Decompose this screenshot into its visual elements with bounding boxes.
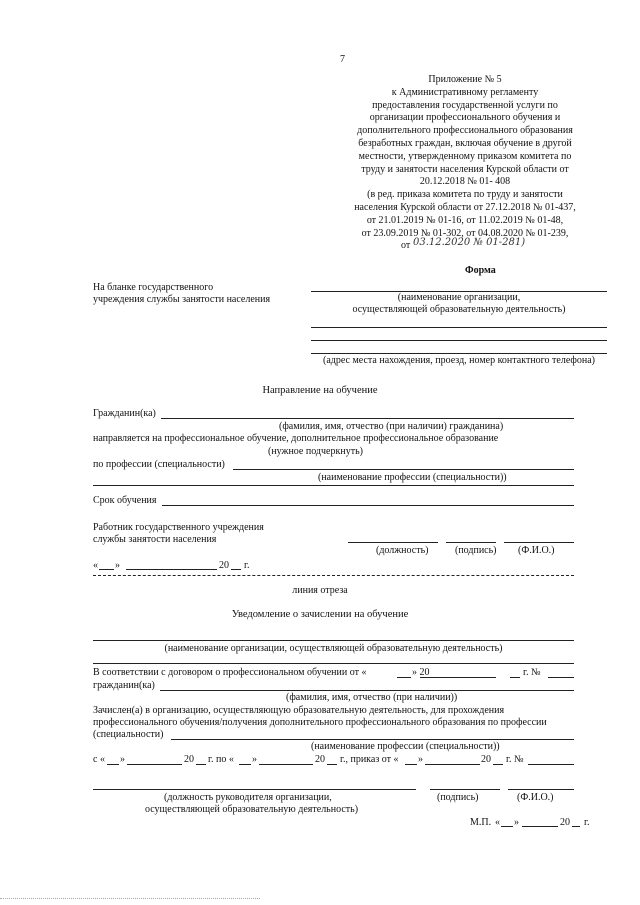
form-label: Форма [465,265,496,276]
address-line-3 [311,353,607,354]
period-from-day-line [107,764,119,765]
appendix-line: местности, утвержденному приказом комитета по [358,150,572,162]
position-caption: (должность) [376,545,429,556]
order-close: » [418,754,423,765]
profession-line [233,469,574,470]
head-fio-caption: (Ф.И.О.) [517,792,554,803]
appendix-line: к Административному регламенту [391,86,539,98]
notice-citizen-label: гражданин(ка) [93,680,155,691]
order-number-line [528,764,574,765]
enrolled-text-2: профессионального обучения/получения дополнительного профессионального образования по профессии [93,717,547,728]
appendix-line: 20.12.2018 № 01- 408 [419,176,511,188]
profession-line-2 [93,485,574,486]
address-line-2 [311,340,607,341]
profession-caption: (наименование профессии (специальности)) [318,472,507,483]
spec-caption: (наименование профессии (специальности)) [311,741,500,752]
period-to: г. по « [208,754,234,765]
mp-day-line [501,826,513,827]
mp-year-line [572,826,580,827]
period-from-year-line [196,764,206,765]
contract-year-line [510,677,520,678]
blank-left-line2: учреждения службы занятости населения [93,294,271,305]
term-line [162,505,574,506]
notice-citizen-line [160,690,574,691]
enrolled-text: Зачислен(а) в организацию, осуществляющую образовательную деятельность, для прохождения [93,705,505,716]
appendix-line: труду и занятости населения Курской области от [361,163,569,175]
contract-day-line [397,677,411,678]
appendix-line: организации профессионального обучения и [369,112,561,124]
period-close-2: » [252,754,257,765]
notice-title: Уведомление о зачислении на обучение [231,609,409,620]
period-year-2: 20 [315,754,325,765]
date-year: 20 [219,560,229,571]
term-label: Срок обучения [93,495,157,506]
period-to-month-line [259,764,313,765]
order-text: г., приказ от « [340,754,399,765]
profession-label: по профессии (специальности) [93,459,225,470]
date-close: » [115,560,120,571]
period-year-1: 20 [184,754,194,765]
date-day-line [99,569,114,570]
notice-citizen-caption: (фамилия, имя, отчество (при наличии)) [286,692,458,703]
cut-line-label: линия отреза [292,585,348,596]
date-suffix: г. [244,560,250,571]
scan-artifact-line [0,898,260,899]
signature-caption: (подпись) [455,545,497,556]
mp-suffix: г. [584,817,590,828]
appendix-last-prefix: от [401,240,411,251]
fio-line [504,542,574,543]
appendix-line: от 23.09.2019 № 01-302, от 04.08.2020 № 01-239, [361,227,569,239]
head-sign-caption: (подпись) [437,792,479,803]
order-year: 20 [481,754,491,765]
direction-title: Направление на обучение [262,385,378,396]
date-year-line [231,569,241,570]
org-caption-1: (наименование организации, [397,292,521,303]
mp-label: М.П. [470,817,492,828]
spec-label: (специальности) [93,729,164,740]
spec-line [171,739,574,740]
position-line [348,542,438,543]
appendix-line: населения Курской области от 27.12.2018 № 01-437, [354,202,576,213]
head-position-line [93,789,416,790]
mp-month-line [522,826,558,827]
cut-line-dashes [93,575,574,576]
order-month-line [425,764,480,765]
head-signature-line [430,789,500,790]
underline-caption: (нужное подчеркнуть) [268,446,363,457]
handwritten-amendment: 03.12.2020 № 01-281) [413,237,526,248]
period-to-year-line [327,764,337,765]
citizen-label: Гражданин(ка) [93,408,156,419]
contract-number-line [548,677,574,678]
period-from: с « [93,754,105,765]
org-caption-2: осуществляющей образовательную деятельность) [352,304,566,315]
mp-close: » [514,817,519,828]
order-no: г. № [506,754,524,765]
appendix-line: Приложение № 5 [428,74,502,85]
worker-line2: службы занятости населения [93,534,217,545]
contract-no: г. № [523,667,541,678]
notice-org-line [93,640,574,641]
fio-short-caption: (Ф.И.О.) [518,545,555,556]
appendix-line: (в ред. приказа комитета по труду и занятости [367,189,563,201]
period-close: » [120,754,125,765]
worker-line1: Работник государственного учреждения [93,522,264,533]
citizen-fio-line [161,418,574,419]
signature-line [446,542,496,543]
sent-text: направляется на профессиональное обучение, дополнительное профессиональное образование [93,433,499,444]
contract-year: » 20 [412,667,430,678]
address-caption: (адрес места нахождения, проезд, номер контактного телефона) [323,355,595,366]
appendix-line: безработных граждан, включая обучение в другой [358,138,572,149]
date-open: « [93,560,98,571]
blank-left-line1: На бланке государственного [93,282,214,293]
mp-open: « [495,817,500,828]
mp-year: 20 [560,817,570,828]
order-day-line [405,764,417,765]
notice-org-caption: (наименование организации, осуществляющей образовательную деятельность) [164,643,503,654]
citizen-fio-caption: (фамилия, имя, отчество (при наличии) гражданина) [279,421,504,432]
page-number: 7 [340,54,345,65]
contract-text: В соответствии с договором о профессиональном обучении от « [93,667,367,678]
head-fio-line [508,789,574,790]
period-to-day-line [239,764,251,765]
head-caption-2: осуществляющей образовательную деятельность) [145,804,359,815]
appendix-line: дополнительного профессионального образования [357,125,573,137]
notice-org-line-2 [93,663,574,664]
order-year-line [493,764,503,765]
address-line-1 [311,327,607,328]
contract-month-line [420,677,496,678]
appendix-line: предоставления государственной услуги по [372,99,558,111]
appendix-line: от 21.01.2019 № 01-16, от 11.02.2019 № 01-48, [366,214,564,226]
period-from-month-line [127,764,182,765]
head-caption-1: (должность руководителя организации, [164,792,332,803]
date-month-line [126,569,217,570]
